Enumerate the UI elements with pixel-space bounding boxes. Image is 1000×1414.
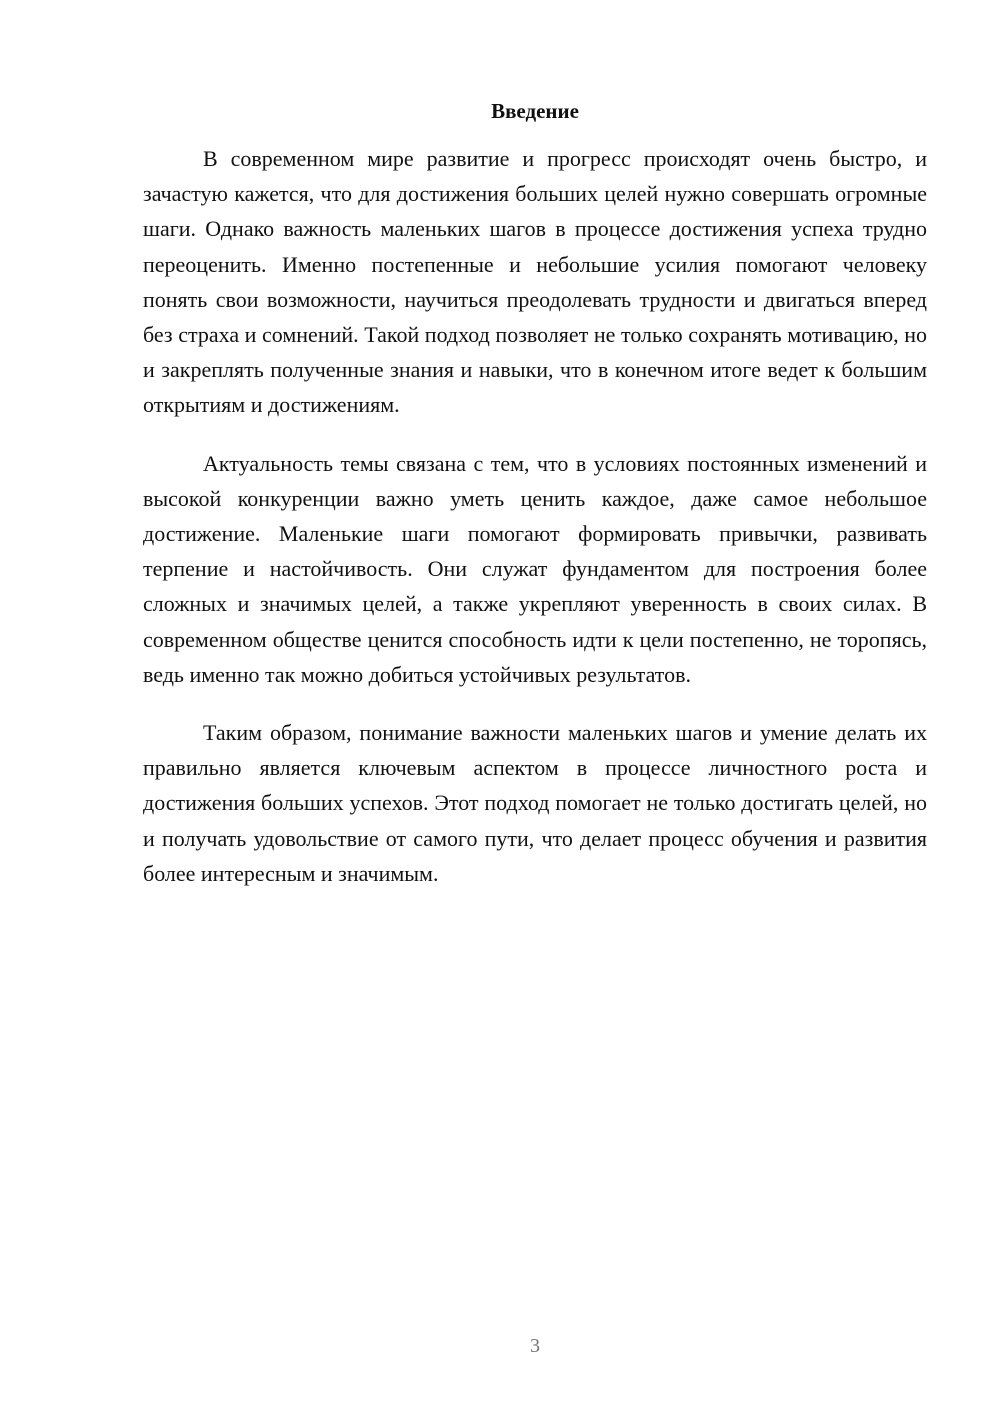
paragraph-3: Таким образом, понимание важности маленьких шагов и умение делать их правильно является ключевым аспектом в процессе личностного роста и достижения больших успехов. Этот подход помогает не только достигать целей, но и получать удовольствие от самого пути, что делает процесс обучения и развития более интересным и значимым. <box>143 720 927 886</box>
page-number: 3 <box>530 1335 540 1357</box>
paragraph-1: В современном мире развитие и прогресс происходят очень быстро, и зачастую кажется, что для достижения больших целей нужно совершать огромные шаги. Однако важность маленьких шагов в процессе достижения успеха трудно переоценить. Именно постепенные и небольшие усилия помогают человеку понять свои возможности, научиться преодолевать трудности и двигаться вперед без страха и сомнений. Такой подход позволяет не только сохранять мотивацию, но и закреплять полученные знания и навыки, что в конечном итоге ведет к большим открытиям и достижениям. <box>143 146 927 418</box>
section-heading: Введение <box>491 99 579 123</box>
body-text <box>143 141 927 914</box>
paragraph-2: Актуальность темы связана с тем, что в условиях постоянных изменений и высокой конкуренции важно уметь ценить каждое, даже самое небольшое достижение. Маленькие шаги помогают формировать привычки, развивать терпение и настойчивость. Они служат фундаментом для построения более сложных и значимых целей, а также укрепляют уверенность в своих силах. В современном обществе ценится способность идти к цели постепенно, не торопясь, ведь именно так можно добиться устойчивых результатов. <box>143 450 927 687</box>
